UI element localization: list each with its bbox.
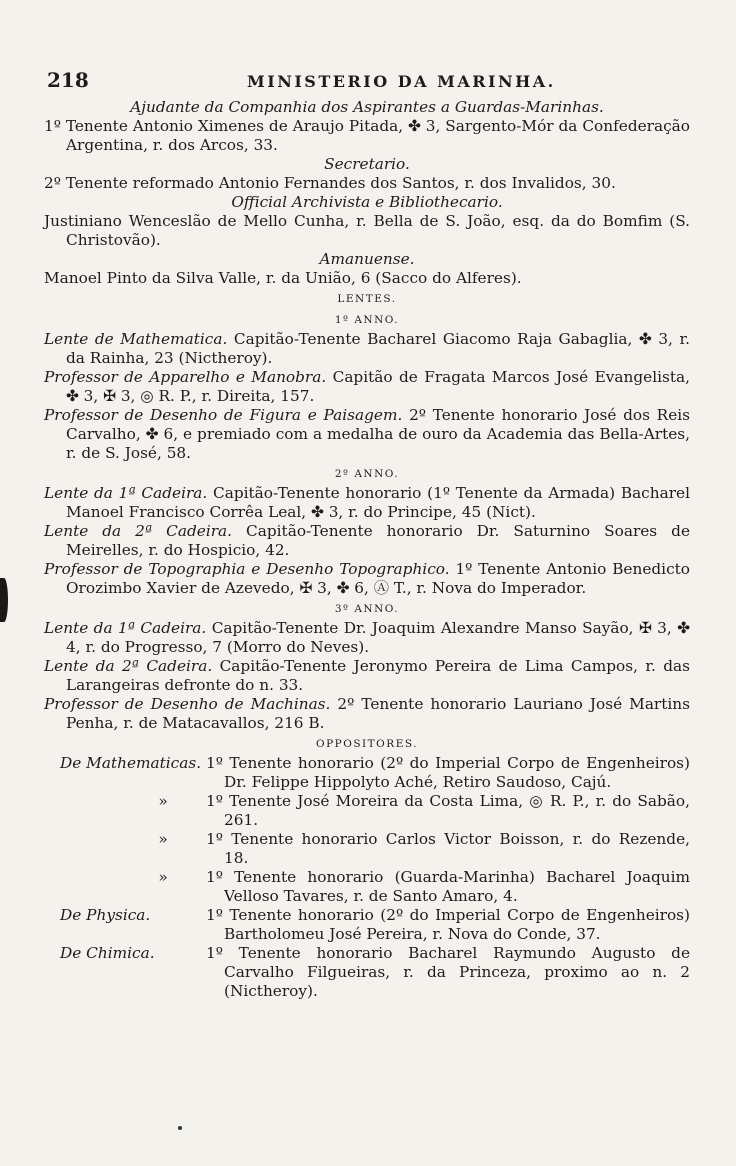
amanuense-entry: Manoel Pinto da Silva Valle, r. da União, 6 (Sacco do Alferes). <box>44 269 522 287</box>
page-content <box>44 98 690 1001</box>
ano2-entry-3 <box>44 560 690 598</box>
entry-label: Professor de Apparelho e Manobra. <box>44 368 327 386</box>
ano2-entry-1 <box>44 484 690 522</box>
ano3-entry-2 <box>44 657 690 695</box>
entry-label: Professor de Desenho de Machinas. <box>44 695 331 713</box>
ano2-entry-2 <box>44 522 690 560</box>
ajudante-entry: 1º Tenente Antonio Ximenes de Araujo Pitada, ✤ 3, Sargento-Mór da Confederação Argentina, r. dos Arcos, 33. <box>44 117 690 154</box>
entry-text: 2º Tenente honorario José dos Reis Carvalho, ✤ 6, e premiado com a medalha de ouro da Academia das Bella-Artes, r. de S. José, 58. <box>66 406 690 462</box>
ano1-entry-3 <box>44 406 690 463</box>
entry-text: Capitão de Fragata Marcos José Evangelista, ✤ 3, ✠ 3, ◎ R. P., r. Direita, 157. <box>66 368 690 405</box>
page-number: 218 <box>47 68 89 92</box>
entry-text: 2º Tenente honorario Lauriano José Martins Penha, r. de Matacavallos, 216 B. <box>66 695 690 732</box>
entry-text: Capitão-Tenente Dr. Joaquim Alexandre Manso Sayão, ✠ 3, ✤ 4, r. do Progresso, 7 (Morro do Neves). <box>66 619 690 656</box>
oppositor-entry: 1º Tenente José Moreira da Costa Lima, ◎ R. P., r. do Sabão, 261. <box>206 792 690 829</box>
entry-text: Capitão-Tenente honorario (1º Tenente da Armada) Bacharel Manoel Francisco Corrêa Leal, ✤ 3, r. do Principe, 45 (Nict). <box>66 484 690 521</box>
archivista-heading: Official Archivista e Bibliothecario. <box>231 193 503 211</box>
ano3-heading: 3º ANNO. <box>334 603 400 615</box>
oppositor-entry: 1º Tenente honorario (2º do Imperial Corpo de Engenheiros) Dr. Felippe Hippolyto Aché, Retiro Saudoso, Cajú. <box>206 754 690 791</box>
oppositor-entry: 1º Tenente honorario Carlos Victor Boisson, r. do Rezende, 18. <box>206 830 690 867</box>
oppositor-entry: 1º Tenente honorario (Guarda-Marinha) Bacharel Joaquim Velloso Tavares, r. de Santo Amaro, 4. <box>206 868 690 905</box>
oppositores-heading: OPPOSITORES. <box>315 738 419 750</box>
entry-text: Capitão-Tenente Jeronymo Pereira de Lima Campos, r. das Larangeiras defronte do n. 33. <box>66 657 690 694</box>
ink-speck <box>178 1126 182 1130</box>
ano3-entry-1 <box>44 619 690 657</box>
running-title: MINISTERIO DA MARINHA. <box>247 72 556 91</box>
ditto-mark: » <box>158 830 168 848</box>
secretario-heading: Secretario. <box>324 155 410 173</box>
oppositores-list <box>44 754 690 1001</box>
binding-shadow <box>0 578 8 622</box>
amanuense-heading: Amanuense. <box>319 250 415 268</box>
entry-label: Lente da 1ª Cadeira. <box>44 619 207 637</box>
oppositor-label: De Mathematicas. <box>60 754 202 772</box>
ano1-entry-2 <box>44 368 690 406</box>
ditto-mark: » <box>158 792 168 810</box>
ajudante-heading: Ajudante da Companhia dos Aspirantes a Guardas-Marinhas. <box>130 98 604 116</box>
secretario-entry: 2º Tenente reformado Antonio Fernandes dos Santos, r. dos Invalidos, 30. <box>44 174 616 192</box>
entry-label: Lente de Mathematica. <box>44 330 228 348</box>
archivista-entry: Justiniano Wenceslão de Mello Cunha, r. Bella de S. João, esq. da do Bomfim (S. Christovão). <box>44 212 690 249</box>
entry-label: Lente da 1ª Cadeira. <box>44 484 208 502</box>
entry-label: Lente da 2ª Cadeira. <box>44 657 213 675</box>
entry-text: Capitão-Tenente honorario Dr. Saturnino Soares de Meirelles, r. do Hospicio, 42. <box>66 522 690 559</box>
entry-text: Capitão-Tenente Bacharel Giacomo Raja Gabaglia, ✤ 3, r. da Rainha, 23 (Nictheroy). <box>66 330 690 367</box>
lentes-heading: LENTES. <box>337 293 397 305</box>
ano3-entry-3 <box>44 695 690 733</box>
page-header <box>47 68 687 94</box>
entry-label: Professor de Topographia e Desenho Topographico. <box>44 560 450 578</box>
ditto-mark: » <box>158 868 168 886</box>
entry-label: Professor de Desenho de Figura e Paisagem. <box>44 406 403 424</box>
oppositor-label: De Chimica. <box>60 944 155 962</box>
oppositor-label: De Physica. <box>60 906 151 924</box>
ano1-entry-1 <box>44 330 690 368</box>
entry-text: 1º Tenente Antonio Benedicto Orozimbo Xavier de Azevedo, ✠ 3, ✤ 6, Ⓐ T., r. Nova do Imperador. <box>66 560 690 597</box>
oppositor-entry: 1º Tenente honorario Bacharel Raymundo Augusto de Carvalho Filgueiras, r. da Princeza, proximo ao n. 2 (Nictheroy). <box>206 944 690 1000</box>
ano1-heading: 1º ANNO. <box>334 314 400 326</box>
ano2-heading: 2º ANNO. <box>334 468 400 480</box>
oppositor-entry: 1º Tenente honorario (2º do Imperial Corpo de Engenheiros) Bartholomeu José Pereira, r. Nova do Conde, 37. <box>206 906 690 943</box>
entry-label: Lente da 2ª Cadeira. <box>44 522 233 540</box>
